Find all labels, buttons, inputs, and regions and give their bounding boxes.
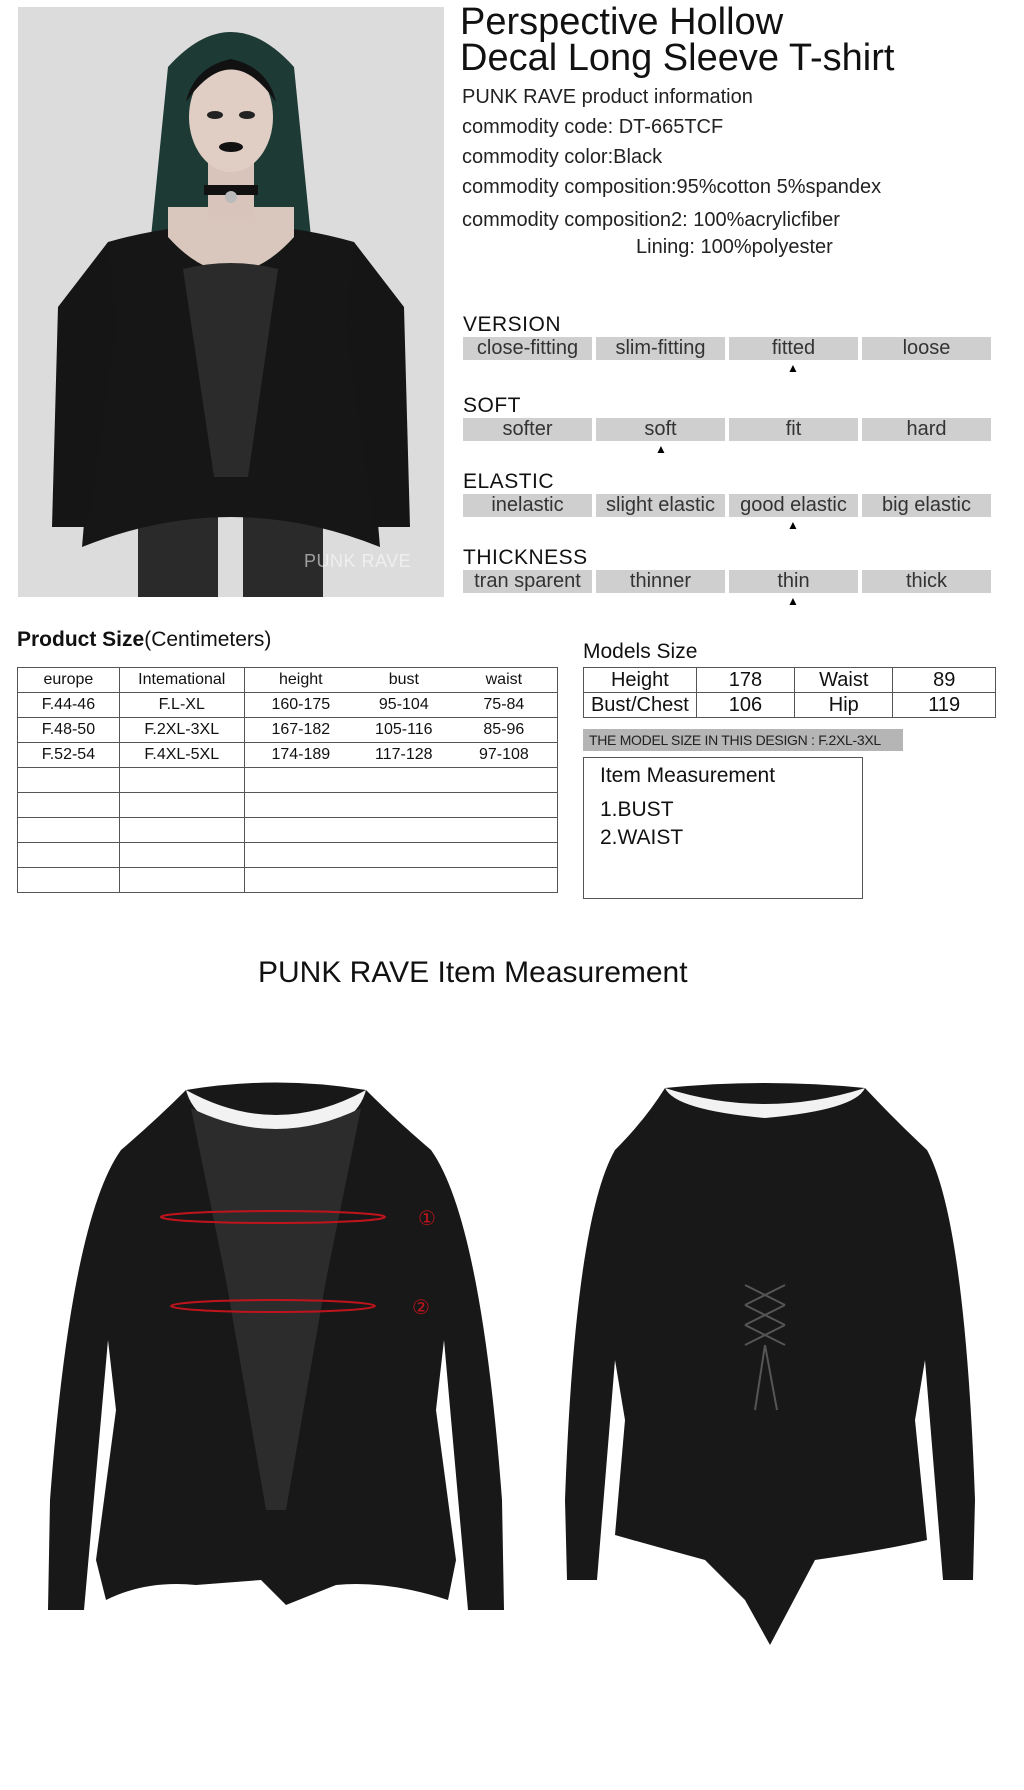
- column-header: waist: [451, 668, 558, 693]
- selected-marker-icon: ▲: [787, 361, 799, 375]
- rating-heading-elastic: ELASTIC: [463, 470, 555, 493]
- item-measurement-heading: Item Measurement: [600, 764, 776, 787]
- column-header: height: [244, 668, 357, 693]
- table-cell: 105-116: [357, 718, 451, 743]
- empty-table-row: [18, 793, 558, 818]
- product-size-title: Product Size(Centimeters): [17, 628, 272, 651]
- models-size-table: [583, 667, 996, 718]
- table-cell: 95-104: [357, 693, 451, 718]
- model-figure-illustration: [18, 7, 444, 597]
- column-header: europe: [18, 668, 120, 693]
- table-cell: 85-96: [451, 718, 558, 743]
- rating-option: tran sparent: [463, 570, 592, 593]
- rating-row-thickness: [463, 570, 991, 593]
- rating-option: close-fitting: [463, 337, 592, 360]
- rating-row-elastic: [463, 494, 991, 517]
- empty-table-row: [18, 768, 558, 793]
- rating-option: slim-fitting: [596, 337, 725, 360]
- column-header: bust: [357, 668, 451, 693]
- selected-marker-icon: ▲: [787, 518, 799, 532]
- info-header: PUNK RAVE product information: [462, 86, 753, 108]
- rating-option: fit: [729, 418, 858, 441]
- rating-heading-version: VERSION: [463, 313, 562, 336]
- rating-heading-soft: SOFT: [463, 394, 521, 417]
- rating-heading-thickness: THICKNESS: [463, 546, 588, 569]
- rating-option: inelastic: [463, 494, 592, 517]
- rating-row-soft: [463, 418, 991, 441]
- rating-option: slight elastic: [596, 494, 725, 517]
- empty-table-row: [18, 868, 558, 893]
- selected-marker-icon: ▲: [787, 594, 799, 608]
- rating-row-version: [463, 337, 991, 360]
- commodity-color: commodity color:Black: [462, 146, 663, 168]
- bust-marker: ①: [418, 1206, 436, 1230]
- empty-table-row: [18, 818, 558, 843]
- rating-option: soft: [596, 418, 725, 441]
- rating-option: thin: [729, 570, 858, 593]
- rating-option: softer: [463, 418, 592, 441]
- table-cell: Hip: [795, 693, 893, 718]
- table-row: [18, 693, 558, 718]
- rating-option: thinner: [596, 570, 725, 593]
- rating-option: big elastic: [862, 494, 991, 517]
- column-header: Intemational: [119, 668, 244, 693]
- waist-marker: ②: [412, 1295, 430, 1319]
- product-title: [460, 1, 895, 79]
- table-cell: 178: [696, 668, 794, 693]
- selected-marker-icon: ▲: [655, 442, 667, 456]
- measurement-item: 1.BUST: [600, 798, 674, 821]
- empty-table-row: [18, 843, 558, 868]
- table-cell: 75-84: [451, 693, 558, 718]
- table-cell: F.2XL-3XL: [119, 718, 244, 743]
- table-cell: F.52-54: [18, 743, 120, 768]
- table-cell: 89: [893, 668, 996, 693]
- table-row: [584, 668, 996, 693]
- photo-watermark: PUNK RAVE: [304, 551, 412, 571]
- back-garment-view: [555, 1080, 975, 1655]
- rating-option: fitted: [729, 337, 858, 360]
- table-header-row: [18, 668, 558, 693]
- rating-option: hard: [862, 418, 991, 441]
- product-title-line1: Perspective Hollow: [460, 1, 784, 43]
- lining: Lining: 100%polyester: [636, 236, 833, 258]
- table-cell: 117-128: [357, 743, 451, 768]
- models-size-title: Models Size: [583, 640, 698, 663]
- rating-option: good elastic: [729, 494, 858, 517]
- table-cell: F.44-46: [18, 693, 120, 718]
- rating-option: loose: [862, 337, 991, 360]
- table-cell: Bust/Chest: [584, 693, 697, 718]
- table-cell: 106: [696, 693, 794, 718]
- commodity-code: commodity code: DT-665TCF: [462, 116, 724, 138]
- model-photo: [18, 7, 444, 597]
- measurement-section-title: PUNK RAVE Item Measurement: [258, 956, 688, 989]
- item-measurement-box: [583, 757, 863, 899]
- table-cell: F.4XL-5XL: [119, 743, 244, 768]
- front-garment-view: [36, 1080, 516, 1645]
- table-cell: 167-182: [244, 718, 357, 743]
- commodity-composition2: commodity composition2: 100%acrylicfiber: [462, 209, 840, 231]
- table-row: [18, 743, 558, 768]
- table-cell: 119: [893, 693, 996, 718]
- measurement-item: 2.WAIST: [600, 826, 684, 849]
- table-row: [584, 693, 996, 718]
- table-cell: 160-175: [244, 693, 357, 718]
- table-cell: F.48-50: [18, 718, 120, 743]
- back-shirt-illustration: [555, 1080, 975, 1650]
- front-shirt-illustration: [36, 1080, 516, 1640]
- commodity-composition: commodity composition:95%cotton 5%spandex: [462, 176, 882, 198]
- product-title-line2: Decal Long Sleeve T-shirt: [460, 37, 895, 79]
- table-cell: Height: [584, 668, 697, 693]
- table-cell: 174-189: [244, 743, 357, 768]
- model-size-note: THE MODEL SIZE IN THIS DESIGN : F.2XL-3XL: [583, 729, 903, 751]
- table-cell: F.L-XL: [119, 693, 244, 718]
- rating-option: thick: [862, 570, 991, 593]
- product-size-table: [17, 667, 558, 893]
- table-cell: Waist: [795, 668, 893, 693]
- table-row: [18, 718, 558, 743]
- table-cell: 97-108: [451, 743, 558, 768]
